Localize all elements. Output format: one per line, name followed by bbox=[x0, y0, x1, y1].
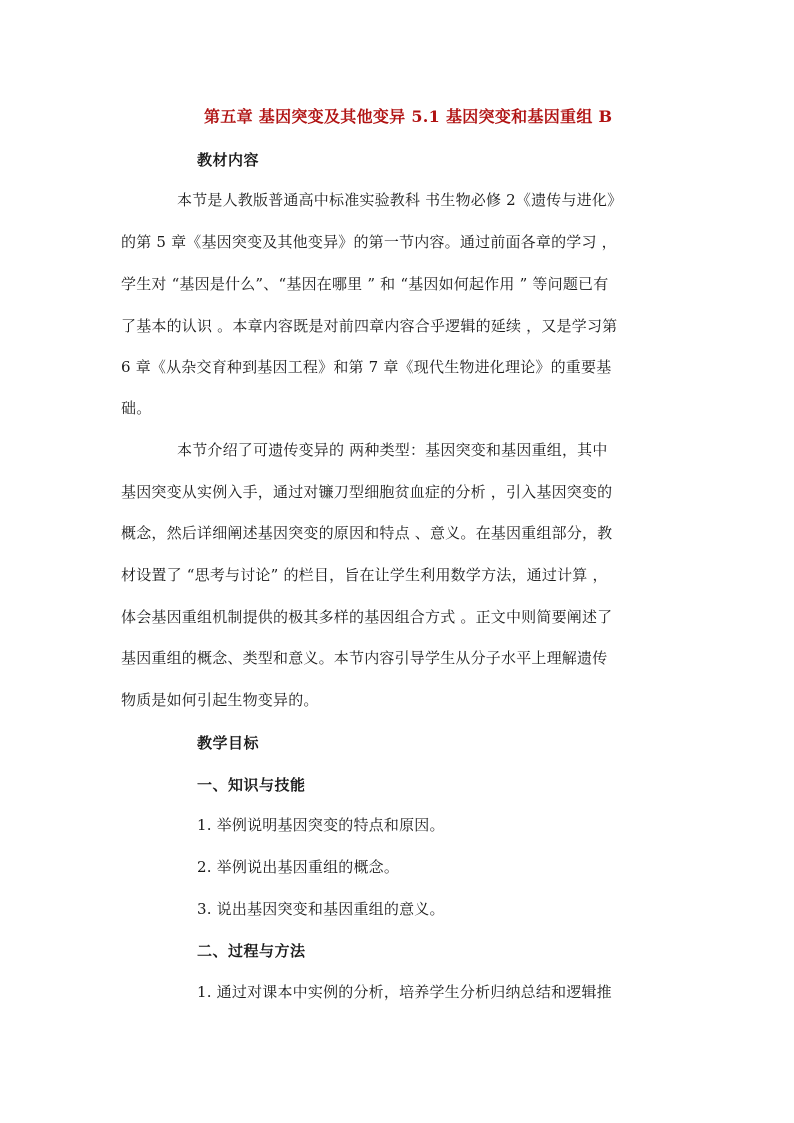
paragraph-line: 材设置了 “思考与讨论” 的栏目，旨在让学生利用数学方法，通过计算 ， bbox=[121, 566, 608, 584]
paragraph-line: 本节是人教版普通高中标准实验教科 书生物必修 2《遗传与进化》 bbox=[177, 191, 623, 209]
document-title: 第五章 基因突变及其他变异 5.1 基因突变和基因重组 B bbox=[204, 107, 613, 126]
section-heading-textbook-content: 教材内容 bbox=[197, 151, 260, 169]
list-item: 1. 举例说明基因突变的特点和原因。 bbox=[197, 816, 445, 834]
subsection-heading-knowledge-skills: 一、知识与技能 bbox=[197, 776, 306, 794]
paragraph-line: 基因重组的概念、类型和意义。本节内容引导学生从分子水平上理解遗传 bbox=[121, 649, 608, 667]
list-item: 3. 说出基因突变和基因重组的意义。 bbox=[197, 900, 445, 918]
paragraph-line: 体会基因重组机制提供的极其多样的基因组合方式 。正文中则简要阐述了 bbox=[121, 608, 613, 626]
paragraph-line: 本节介绍了可遗传变异的 两种类型：基因突变和基因重组，其中 bbox=[177, 441, 608, 459]
paragraph-line: 物质是如何引起生物变异的。 bbox=[121, 691, 319, 709]
list-item: 2. 举例说出基因重组的概念。 bbox=[197, 858, 400, 876]
list-item: 1. 通过对课本中实例的分析，培养学生分析归纳总结和逻辑推 bbox=[197, 983, 612, 1001]
subsection-heading-process-methods: 二、过程与方法 bbox=[197, 942, 306, 960]
paragraph-line: 的第 5 章《基因突变及其他变异》的第一节内容。通过前面各章的学习 ， bbox=[121, 233, 617, 251]
paragraph-line: 础。 bbox=[121, 399, 152, 417]
paragraph-line: 基因突变从实例入手，通过对镰刀型细胞贫血症的分析 ，引入基因突变的 bbox=[121, 483, 613, 501]
paragraph-line: 6 章《从杂交育种到基因工程》和第 7 章《现代生物进化理论》的重要基 bbox=[121, 358, 612, 376]
paragraph-line: 概念，然后详细阐述基因突变的原因和特点 、意义。在基因重组部分，教 bbox=[121, 524, 613, 542]
paragraph-line: 了基本的认识 。本章内容既是对前四章内容合乎逻辑的延续 ，又是学习第 bbox=[121, 317, 618, 335]
paragraph-line: 学生对 “基因是什么”、“基因在哪里 ” 和 “基因如何起作用 ” 等问题已有 bbox=[121, 275, 609, 293]
section-heading-teaching-goals: 教学目标 bbox=[197, 734, 260, 752]
